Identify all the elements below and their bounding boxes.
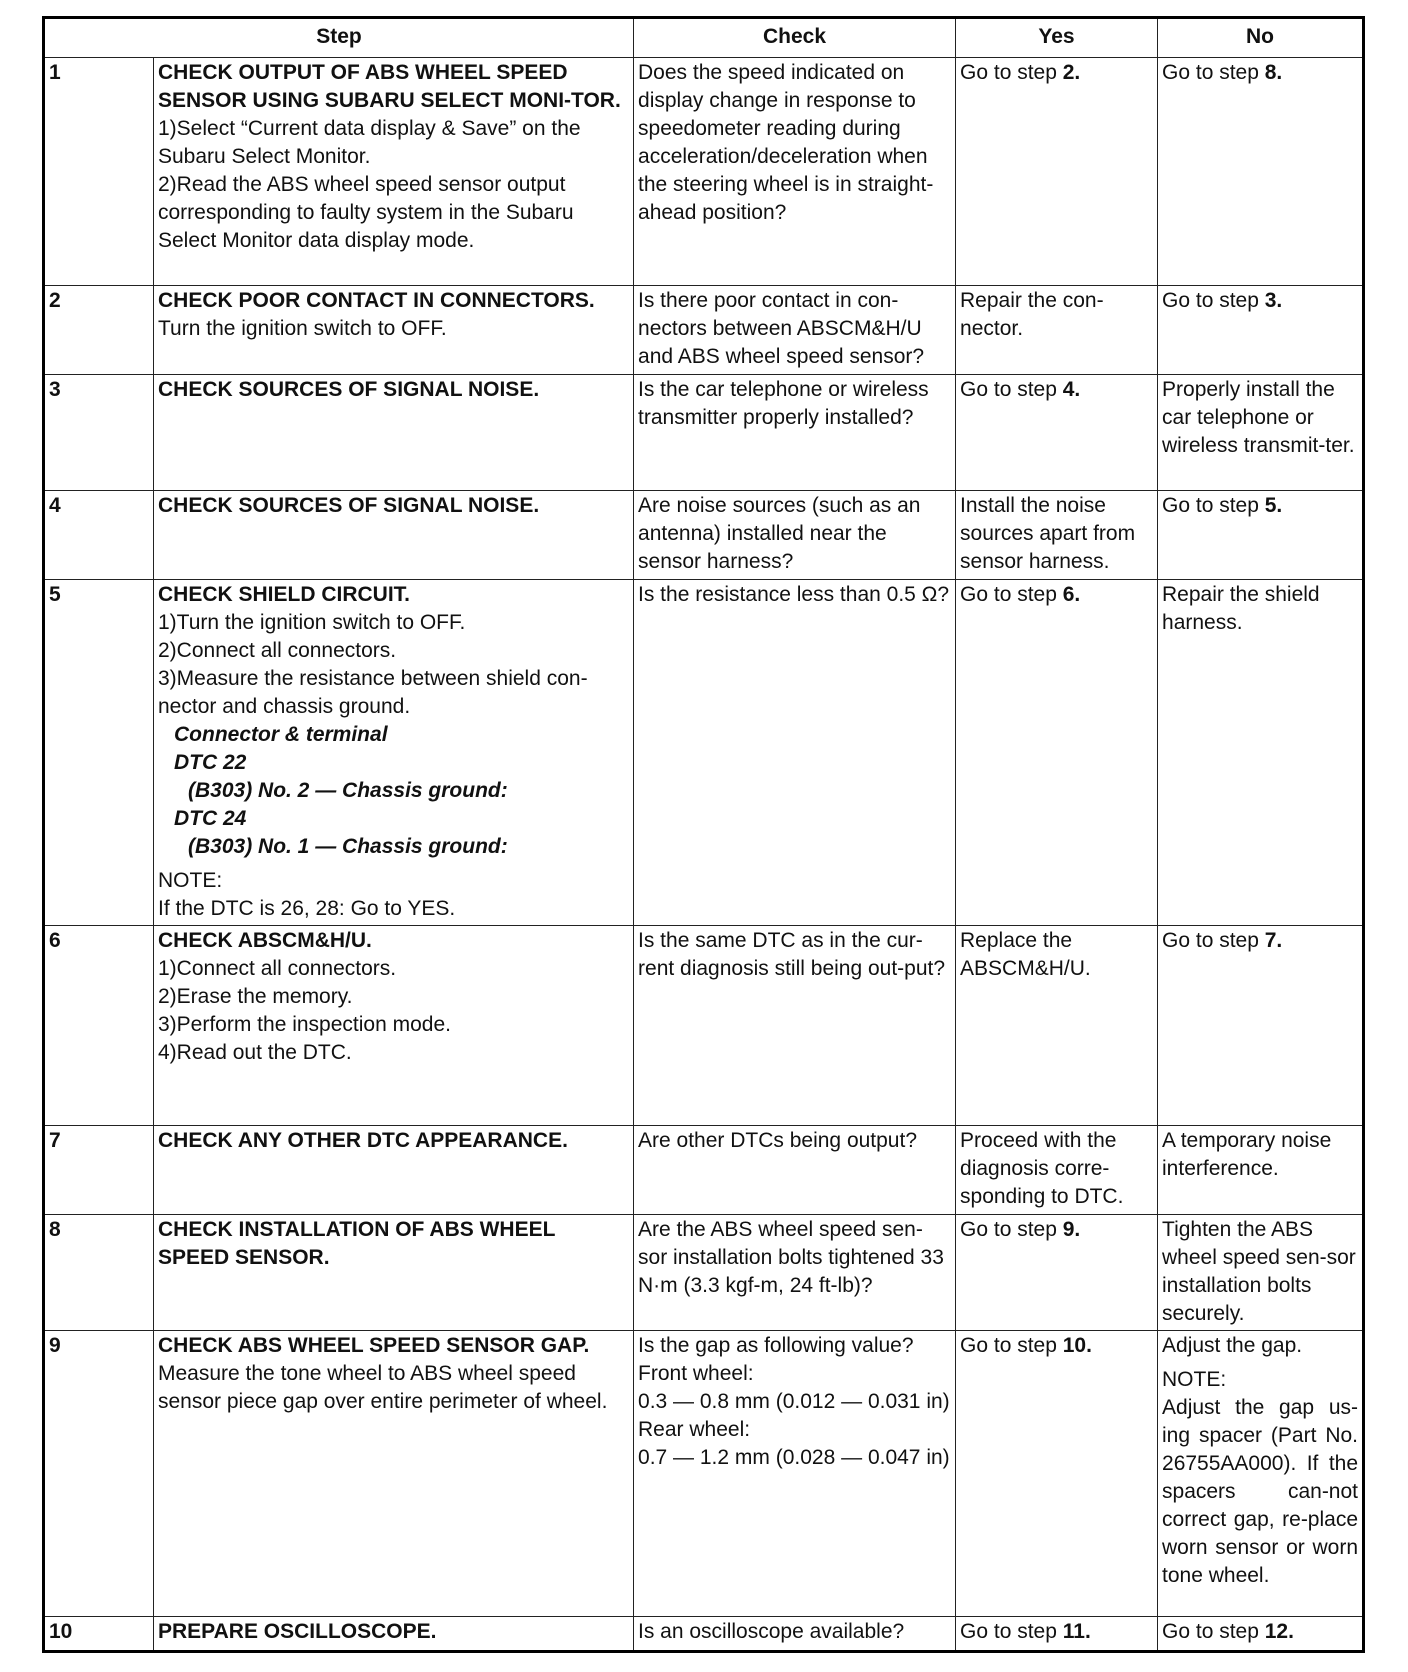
no-cell [1158, 1617, 1364, 1652]
step-title: CHECK POOR CONTACT IN CONNECTORS. [158, 289, 595, 312]
no-step-ref: 8. [1264, 61, 1283, 84]
no-cell [1158, 926, 1364, 1126]
step-number: 1 [44, 58, 154, 286]
table-row [44, 1617, 1364, 1652]
step-line: 4)Read out the DTC. [158, 1041, 352, 1064]
header-yes: Yes [956, 18, 1158, 58]
step-line: 2)Erase the memory. [158, 985, 353, 1008]
table-row [44, 1331, 1364, 1617]
no-cell: A temporary noise interference. [1158, 1126, 1364, 1215]
spec-dtc: DTC 22 [174, 751, 247, 774]
no-text: Go to step [1162, 929, 1265, 952]
step-number: 7 [44, 1126, 154, 1215]
table-row [44, 58, 1364, 286]
yes-step-ref: 11. [1062, 1620, 1091, 1643]
step-cell [154, 580, 634, 926]
no-cell [1158, 286, 1364, 375]
step-title: CHECK ANY OTHER DTC APPEARANCE. [158, 1129, 568, 1152]
step-number: 6 [44, 926, 154, 1126]
spec-dtc: DTC 24 [174, 807, 247, 830]
yes-text: Go to step [960, 1620, 1063, 1643]
spec-heading: Connector & terminal [174, 723, 388, 746]
step-number: 3 [44, 375, 154, 491]
no-step-ref: 3. [1264, 289, 1283, 312]
step-line: 3)Measure the resistance between shield con-nector and chassis ground. [158, 667, 588, 718]
step-cell [154, 1617, 634, 1652]
no-step-ref: 5. [1264, 494, 1283, 517]
table-row [44, 926, 1364, 1126]
step-title: CHECK SOURCES OF SIGNAL NOISE. [158, 494, 540, 517]
no-cell: Repair the shield harness. [1158, 580, 1364, 926]
yes-text: Go to step [960, 378, 1063, 401]
no-text: Go to step [1162, 1620, 1265, 1643]
yes-cell [956, 1617, 1158, 1652]
yes-cell [956, 1331, 1158, 1617]
no-text: Go to step [1162, 289, 1265, 312]
header-no: No [1158, 18, 1364, 58]
no-step-ref: 12. [1264, 1620, 1294, 1643]
yes-step-ref: 6. [1062, 583, 1081, 606]
step-title: CHECK ABS WHEEL SPEED SENSOR GAP. [158, 1334, 590, 1357]
step-line: Measure the tone wheel to ABS wheel speed sensor piece gap over entire perimeter of wheel. [158, 1362, 608, 1413]
check-cell: Is the resistance less than 0.5 Ω? [634, 580, 956, 926]
yes-cell [956, 1215, 1158, 1331]
check-line: 0.3 — 0.8 mm (0.012 — 0.031 in) [638, 1390, 950, 1413]
step-cell [154, 1215, 634, 1331]
step-number: 10 [44, 1617, 154, 1652]
yes-cell: Repair the con-nector. [956, 286, 1158, 375]
check-cell: Are other DTCs being output? [634, 1126, 956, 1215]
step-line: 1)Connect all connectors. [158, 957, 397, 980]
step-number: 2 [44, 286, 154, 375]
no-cell [1158, 1331, 1364, 1617]
table-row [44, 580, 1364, 926]
yes-step-ref: 10. [1062, 1334, 1092, 1357]
step-cell [154, 58, 634, 286]
check-cell: Does the speed indicated on display change in response to speedometer reading during acceleration/deceleration when the steering wheel is in straight-ahead position? [634, 58, 956, 286]
check-cell: Are the ABS wheel speed sen-sor installation bolts tightened 33 N·m (3.3 kgf-m, 24 ft-lb)? [634, 1215, 956, 1331]
check-line: Front wheel: [638, 1362, 754, 1385]
yes-cell [956, 58, 1158, 286]
step-cell [154, 926, 634, 1126]
step-line: 1)Turn the ignition switch to OFF. [158, 611, 466, 634]
yes-cell: Install the noise sources apart from sensor harness. [956, 491, 1158, 580]
step-line: 2)Connect all connectors. [158, 639, 397, 662]
yes-step-ref: 2. [1062, 61, 1081, 84]
table-header-row [44, 18, 1364, 58]
table-row [44, 286, 1364, 375]
step-cell [154, 1331, 634, 1617]
yes-step-ref: 4. [1062, 378, 1081, 401]
header-step: Step [44, 18, 634, 58]
step-line: 1)Select “Current data display & Save” on the Subaru Select Monitor. [158, 117, 581, 168]
step-number: 4 [44, 491, 154, 580]
table-row [44, 375, 1364, 491]
check-cell: Are noise sources (such as an antenna) installed near the sensor harness? [634, 491, 956, 580]
note-text: If the DTC is 26, 28: Go to YES. [158, 897, 456, 920]
step-cell [154, 286, 634, 375]
check-line: Is the gap as following value? [638, 1334, 914, 1357]
check-cell: Is the car telephone or wireless transmitter properly installed? [634, 375, 956, 491]
yes-step-ref: 9. [1062, 1218, 1081, 1241]
no-step-ref: 7. [1264, 929, 1283, 952]
step-title: CHECK SOURCES OF SIGNAL NOISE. [158, 378, 540, 401]
yes-text: Go to step [960, 1334, 1063, 1357]
step-number: 5 [44, 580, 154, 926]
check-cell [634, 1331, 956, 1617]
step-line: Turn the ignition switch to OFF. [158, 317, 447, 340]
yes-text: Go to step [960, 583, 1063, 606]
no-text: Adjust the gap. [1162, 1334, 1303, 1357]
table-row [44, 1215, 1364, 1331]
check-cell: Is an oscilloscope available? [634, 1617, 956, 1652]
spec-terminal: (B303) No. 2 — Chassis ground: [188, 779, 508, 802]
check-line: Rear wheel: [638, 1418, 751, 1441]
spec-terminal: (B303) No. 1 — Chassis ground: [188, 835, 508, 858]
no-text: Go to step [1162, 61, 1265, 84]
yes-cell: Replace the ABSCM&H/U. [956, 926, 1158, 1126]
step-line: 2)Read the ABS wheel speed sensor output corresponding to faulty system in the Subaru Select Monitor data display mode. [158, 173, 574, 252]
no-cell: Properly install the car telephone or wireless transmit-ter. [1158, 375, 1364, 491]
no-cell [1158, 491, 1364, 580]
no-cell [1158, 58, 1364, 286]
note-text: Adjust the gap us-ing spacer (Part No. 26755AA000). If the spacers can-not correct gap, re-place worn sensor or worn tone wheel. [1162, 1396, 1359, 1587]
diagnostic-table [42, 16, 1365, 1653]
step-line: 3)Perform the inspection mode. [158, 1013, 451, 1036]
step-title: CHECK OUTPUT OF ABS WHEEL SPEED SENSOR USING SUBARU SELECT MONI-TOR. [158, 61, 621, 112]
table-row [44, 491, 1364, 580]
no-text: Go to step [1162, 494, 1265, 517]
yes-cell [956, 580, 1158, 926]
yes-cell [956, 375, 1158, 491]
table-row [44, 1126, 1364, 1215]
no-cell: Tighten the ABS wheel speed sen-sor installation bolts securely. [1158, 1215, 1364, 1331]
step-title: CHECK SHIELD CIRCUIT. [158, 583, 411, 606]
step-cell [154, 375, 634, 491]
check-cell: Is there poor contact in con-nectors between ABSCM&H/U and ABS wheel speed sensor? [634, 286, 956, 375]
step-cell [154, 491, 634, 580]
yes-cell: Proceed with the diagnosis corre-sponding to DTC. [956, 1126, 1158, 1215]
step-title: CHECK ABSCM&H/U. [158, 929, 372, 952]
note-label: NOTE: [158, 869, 223, 892]
note-label: NOTE: [1162, 1368, 1227, 1391]
step-title: CHECK INSTALLATION OF ABS WHEEL SPEED SENSOR. [158, 1218, 556, 1269]
step-number: 9 [44, 1331, 154, 1617]
check-line: 0.7 — 1.2 mm (0.028 — 0.047 in) [638, 1446, 950, 1469]
step-number: 8 [44, 1215, 154, 1331]
step-cell [154, 1126, 634, 1215]
step-title: PREPARE OSCILLOSCOPE. [158, 1620, 437, 1643]
header-check: Check [634, 18, 956, 58]
yes-text: Go to step [960, 61, 1063, 84]
yes-text: Go to step [960, 1218, 1063, 1241]
check-cell: Is the same DTC as in the cur-rent diagnosis still being out-put? [634, 926, 956, 1126]
